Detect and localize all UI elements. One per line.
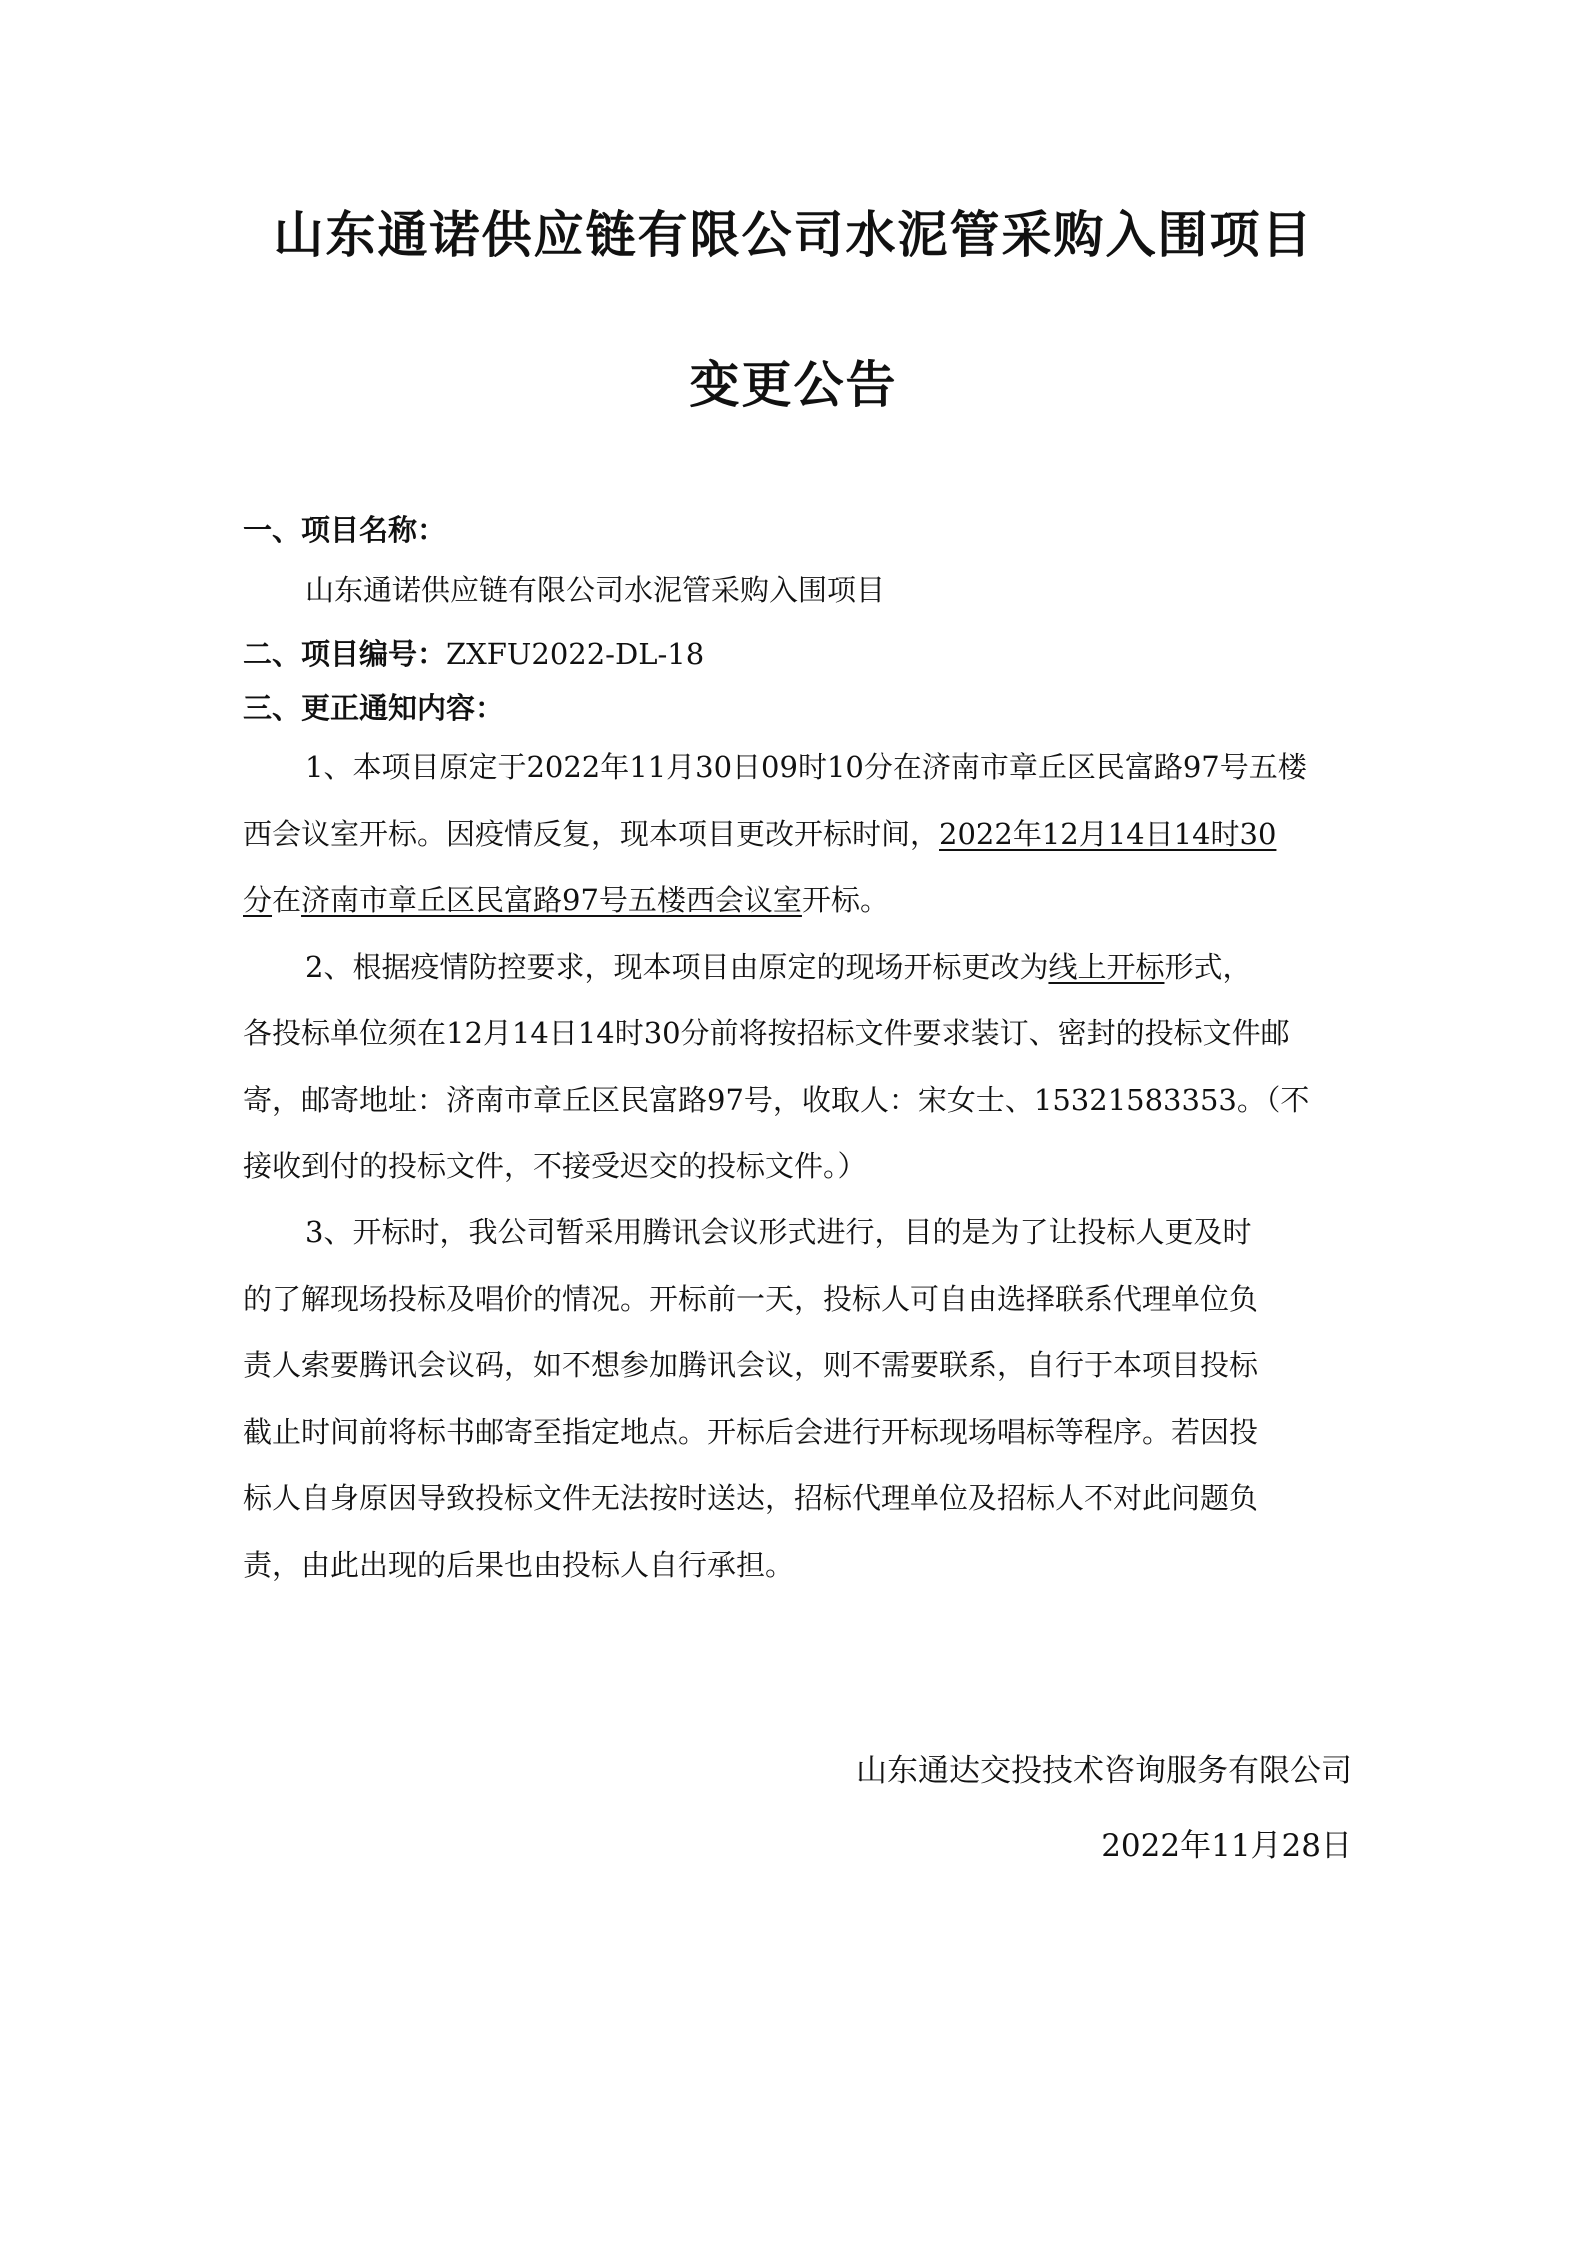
notice-subtitle: 变更公告 [689,356,898,414]
item3-line6: 责，由此出现的后果也由投标人自行承担。 [243,1548,795,1582]
item1-line3-text-c: 开标。 [801,883,889,917]
item2-line1 [305,945,1251,986]
item1-new-time: 2022年12月14日14时30 [939,817,1277,851]
item3-line1: 3、开标时，我公司暂采用腾讯会议形式进行，目的是为了让投标人更及时 [305,1215,1252,1249]
issue-date: 2022年11月28日 [1101,1828,1352,1864]
item1-line1: 1、本项目原定于2022年11月30日09时10分在济南市章丘区民富路97号五楼 [305,750,1307,784]
item3-line3: 责人索要腾讯会议码，如不想参加腾讯会议，则不需要联系，自行于本项目投标 [243,1348,1259,1382]
issuer-organization: 山东通达交投技术咨询服务有限公司 [856,1753,1352,1789]
item2-line3: 寄，邮寄地址：济南市章丘区民富路97号，收取人：宋女士、15321583353。（不 [243,1083,1310,1117]
section-project-number-label: 二、项目编号： [243,637,447,671]
item2-line2: 各投标单位须在12月14日14时30分前将按招标文件要求装订、密封的投标文件邮 [243,1016,1290,1050]
item2-line1-text-b: 形式， [1164,950,1252,984]
item2-online-opening: 线上开标 [1048,950,1165,984]
project-name-value: 山东通诺供应链有限公司水泥管采购入围项目 [305,573,886,607]
item1-line2 [243,812,1276,853]
item3-line4: 截止时间前将标书邮寄至指定地点。开标后会进行开标现场唱标等程序。若因投 [243,1415,1259,1449]
item1-line3 [243,878,889,919]
section-project-name-label: 一、项目名称： [243,513,447,547]
item1-new-time-end: 分 [243,883,273,917]
item1-line3-text-b: 在 [272,883,302,917]
section-project-name [243,508,446,549]
item3-line5: 标人自身原因导致投标文件无法按时送达，招标代理单位及招标人不对此问题负 [243,1481,1259,1515]
item1-line2-text: 西会议室开标。因疫情反复，现本项目更改开标时间， [243,817,940,851]
item1-new-location: 济南市章丘区民富路97号五楼西会议室 [301,883,802,917]
item2-line1-text-a: 2、根据疫情防控要求，现本项目由原定的现场开标更改为 [305,950,1049,984]
item3-line2: 的了解现场投标及唱价的情况。开标前一天，投标人可自由选择联系代理单位负 [243,1282,1259,1316]
section-correction-content: 三、更正通知内容： [243,691,505,725]
notice-title: 山东通诺供应链有限公司水泥管采购入围项目 [273,206,1314,264]
project-number-value: ZXFU2022-DL-18 [446,637,705,671]
item2-line4: 接收到付的投标文件，不接受迟交的投标文件。） [243,1149,867,1183]
section-project-number [243,632,704,673]
